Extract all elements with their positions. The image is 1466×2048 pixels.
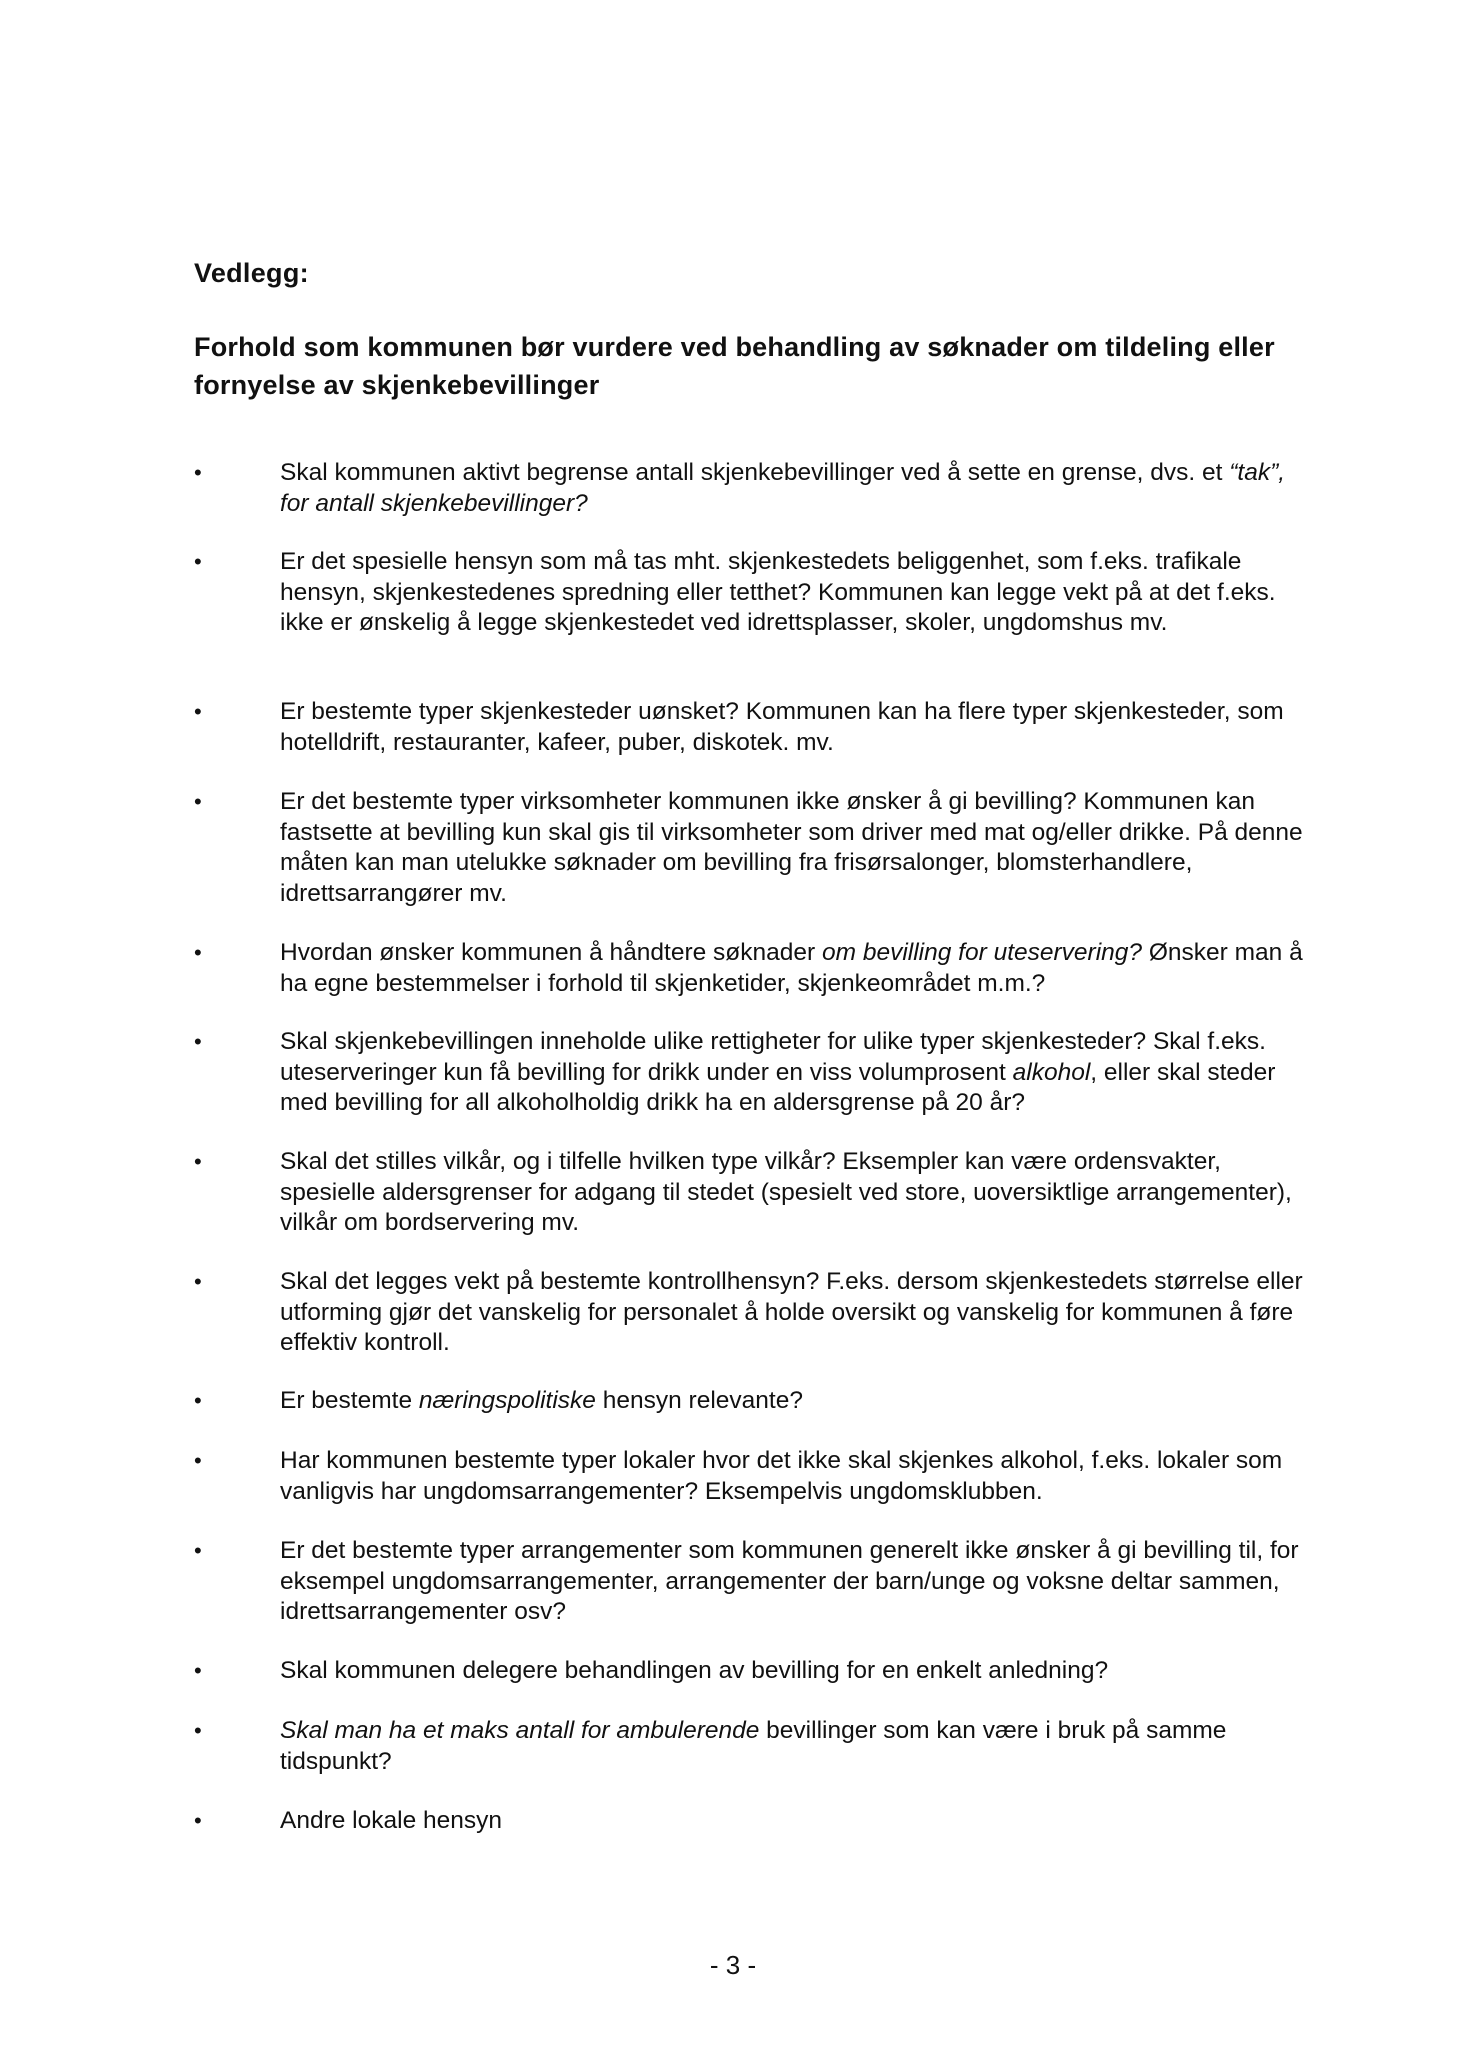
bullet-icon: •: [194, 1808, 202, 1833]
bullet-icon: •: [194, 1538, 202, 1563]
list-item-text: [280, 1027, 1320, 1119]
bullet-icon: •: [194, 1448, 202, 1473]
italic-text: om bevilling for uteservering?: [822, 939, 1143, 966]
list-item-text: [280, 1536, 1320, 1628]
list-item-text: [280, 787, 1320, 909]
bullet-icon: •: [194, 1658, 202, 1683]
italic-text: næringspolitiske: [418, 1387, 596, 1414]
list-item-text: [280, 547, 1320, 639]
text-run: hensyn relevante?: [595, 1387, 803, 1414]
text-run: Skal det stilles vilkår, og i tilfelle hvilken type vilkår? Eksempler kan være ordensvakter, spesielle aldersgrenser for adgang til stedet (spesielt ved store, uoversiktlige arrangementer), vilkår om bordservering mv.: [280, 1148, 1292, 1236]
list-item-text: [280, 697, 1320, 758]
text-run: Skal kommunen aktivt begrense antall skjenkebevillinger ved å sette en grense, dvs. et: [280, 459, 1230, 486]
list-item-text: [280, 1656, 1320, 1687]
italic-text: Skal man ha et maks antall for ambulerende: [280, 1717, 760, 1744]
bullet-icon: •: [194, 699, 202, 724]
text-run: Skal det legges vekt på bestemte kontrollhensyn? F.eks. dersom skjenkestedets størrelse eller utforming gjør det vanskelig for personalet å holde oversikt og vanskelig for kommunen å føre effektiv kontroll.: [280, 1268, 1303, 1356]
page-number: - 3 -: [709, 1950, 757, 1980]
bullet-icon: •: [194, 549, 202, 574]
attachment-label: Vedlegg:: [194, 258, 309, 288]
list-item-text: [280, 1147, 1320, 1239]
list-item-text: [280, 1806, 1320, 1837]
list-item-text: [280, 1446, 1320, 1507]
list-item-text: [280, 938, 1320, 999]
text-run: Er det bestemte typer arrangementer som kommunen generelt ikke ønsker å gi bevilling til, for eksempel ungdomsarrangementer, arrangementer der barn/unge og voksne deltar sammen, idrettsarrangementer osv?: [280, 1537, 1299, 1625]
list-item-text: [280, 458, 1320, 519]
document-title: Forhold som kommunen bør vurdere ved behandling av søknader om tildeling eller fornyelse av skjenkebevillinger: [194, 332, 1275, 400]
italic-text: alkohol: [1012, 1058, 1091, 1086]
bullet-icon: •: [194, 1269, 202, 1294]
list-item-text: [280, 1386, 1320, 1417]
text-run: Andre lokale hensyn: [280, 1807, 503, 1834]
bullet-icon: •: [194, 1718, 202, 1743]
bullet-icon: •: [194, 940, 202, 965]
text-run: Hvordan ønsker kommunen å håndtere søknader: [280, 939, 822, 966]
bullet-icon: •: [194, 1029, 202, 1054]
text-run: Er det bestemte typer virksomheter kommunen ikke ønsker å gi bevilling? Kommunen kan fastsette at bevilling kun skal gis til virksomheter som driver med mat og/eller drikke. På denne måten kan man utelukke søknader om bevilling fra frisørsalonger, blomsterhandlere, idrettsarrangører mv.: [280, 788, 1303, 907]
list-item-text: [280, 1716, 1320, 1777]
text-run: Skal skjenkebevillingen inneholde ulike rettigheter for ulike typer skjenkesteder? Skal f.eks. uteserveringer kun få bevilling for drikk under en viss volumprosent: [280, 1028, 1266, 1086]
text-run: Skal kommunen delegere behandlingen av bevilling for en enkelt anledning?: [280, 1657, 1109, 1684]
bullet-icon: •: [194, 1149, 202, 1174]
list-item-text: [280, 1267, 1320, 1359]
text-run: , eller skal steder med bevilling for all alkoholholdig drikk ha en aldersgrense på 20 år?: [280, 1058, 1276, 1116]
text-run: Er bestemte typer skjenkesteder uønsket? Kommunen kan ha flere typer skjenkesteder, som hotelldrift, restauranter, kafeer, puber, diskotek. mv.: [280, 698, 1284, 756]
text-run: Er bestemte: [280, 1387, 419, 1414]
italic-text: “tak”, for antall skjenkebevillinger?: [280, 459, 1286, 517]
bullet-icon: •: [194, 789, 202, 814]
text-run: Ønsker man å ha egne bestemmelser i forhold til skjenketider, skjenkeområdet m.m.?: [280, 939, 1303, 997]
text-run: bevillinger som kan være i bruk på samme tidspunkt?: [280, 1717, 1227, 1775]
text-run: Er det spesielle hensyn som må tas mht. skjenkestedets beliggenhet, som f.eks. trafikale hensyn, skjenkestedenes spredning eller tetthet? Kommunen kan legge vekt på at det f.eks. ikke er ønskelig å legge skjenkestedet ved idrettsplasser, skoler, ungdomshus mv.: [280, 548, 1276, 636]
text-run: Har kommunen bestemte typer lokaler hvor det ikke skal skjenkes alkohol, f.eks. lokaler som vanligvis har ungdomsarrangementer? Eksempelvis ungdomsklubben.: [280, 1447, 1283, 1505]
bullet-icon: •: [194, 460, 202, 485]
bullet-icon: •: [194, 1388, 202, 1413]
